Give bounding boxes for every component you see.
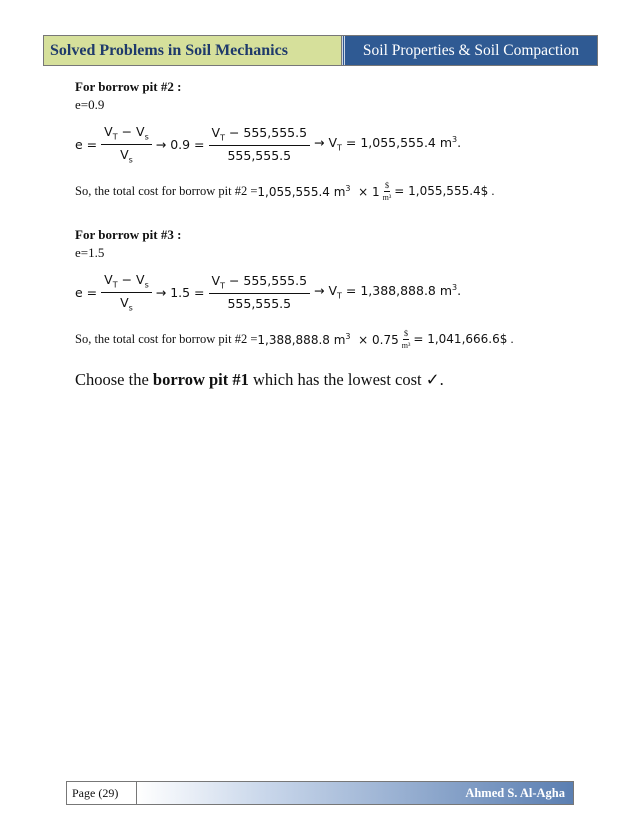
fraction-definition: $\frac{V_T - V_s}{V_s}$ bbox=[101, 124, 152, 164]
void-ratio-value: e=1.5 bbox=[75, 245, 105, 260]
chapter-title: Soil Properties & Soil Compaction bbox=[342, 36, 597, 65]
unit-cost-fraction: $\frac{\$}{\text{m³}}$ bbox=[382, 180, 392, 202]
section-borrow-pit-3 bbox=[75, 226, 605, 354]
eq-lhs: e = bbox=[75, 136, 98, 152]
page-content bbox=[75, 78, 605, 407]
void-ratio-value: e=0.9 bbox=[75, 97, 105, 112]
void-ratio-equation bbox=[75, 268, 605, 316]
page-footer bbox=[66, 781, 574, 805]
section-borrow-pit-2 bbox=[75, 78, 605, 206]
eq-mid: → 0.9 = bbox=[155, 136, 205, 152]
page-header bbox=[43, 35, 598, 66]
section-title: For borrow pit #3 : bbox=[75, 227, 182, 242]
section-title: For borrow pit #2 : bbox=[75, 79, 182, 94]
eq-result: → $V_T = 1,388,888.8$ $m^3$. bbox=[314, 283, 462, 301]
conclusion-text: Choose the borrow pit #1 which has the lowest cost ✓. bbox=[75, 370, 444, 389]
eq-result: → $V_T = 1,055,555.4$ $m^3$. bbox=[314, 135, 462, 153]
fraction-definition: $\frac{V_T - V_s}{V_s}$ bbox=[101, 272, 152, 312]
total-cost-line: So, the total cost for borrow pit #2 = 1,388,888.8 $m^3 \times 0.75$ $\frac{\$}{\text{m³}}$ = 1,041,666.6$ . bbox=[75, 328, 514, 350]
total-cost-line: So, the total cost for borrow pit #2 = 1,055,555.4 $m^3 \times 1$ $\frac{\$}{\text{m³}}$ = 1,055,555.4$ . bbox=[75, 180, 495, 202]
book-title: Solved Problems in Soil Mechanics bbox=[44, 36, 342, 65]
fraction-values: $\frac{V_T - 555,555.5}{555,555.5}$ bbox=[209, 273, 311, 311]
fraction-values: $\frac{V_T - 555,555.5}{555,555.5}$ bbox=[209, 125, 311, 163]
eq-mid: → 1.5 = bbox=[155, 284, 205, 300]
eq-lhs: e = bbox=[75, 284, 98, 300]
void-ratio-equation bbox=[75, 120, 605, 168]
page-number: Page (29) bbox=[67, 782, 137, 804]
unit-cost-fraction: $\frac{\$}{\text{m³}}$ bbox=[401, 328, 411, 350]
author-name: Ahmed S. Al-Agha bbox=[137, 782, 573, 804]
